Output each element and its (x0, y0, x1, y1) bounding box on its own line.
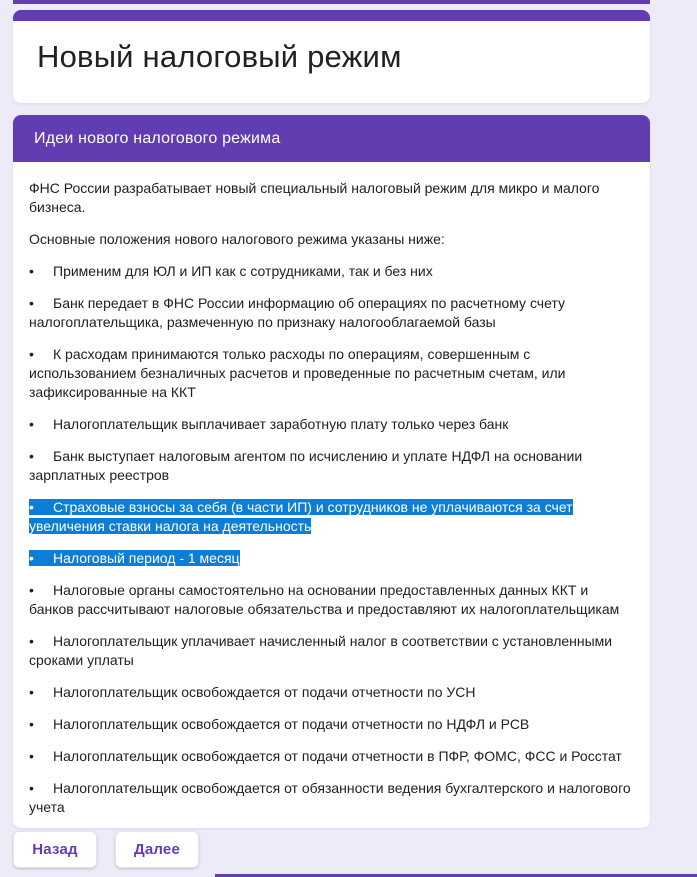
paragraph (29, 230, 632, 249)
bullet-dot: • (29, 550, 34, 566)
bullet-dot: • (29, 499, 34, 515)
section-description (13, 162, 650, 828)
bullet-text: Страховые взносы за себя (в части ИП) и сотрудников не уплачиваются за счет увеличения ставки налога на деятельность (29, 499, 573, 534)
previous-card-edge (13, 0, 650, 4)
bullet-text: Применим для ЮЛ и ИП как с сотрудниками, так и без них (53, 263, 433, 279)
bullet-dot: • (29, 263, 34, 279)
bullet-item (29, 262, 632, 281)
bullet-dot: • (29, 684, 34, 700)
bullet-text: Налоговый период - 1 месяц (53, 550, 240, 566)
bullet-text: Налогоплательщик освобождается от подачи отчетности по НДФЛ и РСВ (53, 716, 530, 732)
bullet-text: Налогоплательщик освобождается от подачи отчетности в ПФР, ФОМС, ФСС и Росстат (53, 748, 622, 764)
bullet-item (29, 581, 632, 619)
bullet-text: Основные положения нового налогового режима указаны ниже: (29, 231, 445, 247)
bullet-item (29, 747, 632, 766)
bullet-dot: • (29, 295, 34, 311)
back-button[interactable]: Назад (13, 831, 97, 868)
bullet-item (29, 498, 632, 536)
bullet-item (29, 779, 632, 817)
bullet-text: ФНС России разрабатывает новый специальный налоговый режим для микро и малого бизнеса. (29, 180, 600, 215)
bullet-item (29, 345, 632, 402)
form-title: Новый налоговый режим (37, 39, 402, 74)
section-card (13, 115, 650, 828)
bullet-dot: • (29, 346, 34, 362)
bullet-text: Налоговые органы самостоятельно на основании предоставленных данных ККТ и банков рассчитывают налоговые обязательства и предоставляют их налогоплательщикам (29, 582, 620, 617)
bullet-text: К расходам принимаются только расходы по операциям, совершенным с использованием безналичных расчетов и проведенные по расчетным счетам, или зафиксированные на ККТ (29, 346, 566, 400)
bullet-text: Налогоплательщик освобождается от подачи отчетности по УСН (53, 684, 476, 700)
bullet-item (29, 447, 632, 485)
bullet-dot: • (29, 416, 34, 432)
bullet-text: Налогоплательщик освобождается от обязанности ведения бухгалтерского и налогового учета (29, 780, 631, 815)
bullet-item (29, 715, 632, 734)
section-header (13, 115, 650, 162)
bullet-text: Банк выступает налоговым агентом по исчислению и уплате НДФЛ на основании зарплатных реестров (29, 448, 583, 483)
paragraph (29, 179, 632, 217)
selected-text (29, 550, 240, 566)
bullet-item (29, 294, 632, 332)
section-title: Идеи нового налогового режима (34, 129, 281, 147)
bullet-text: Налогоплательщик уплачивает начисленный налог в соответствии с установленными сроками уплаты (29, 633, 613, 668)
next-button[interactable]: Далее (115, 831, 199, 868)
form-title-card (13, 10, 650, 103)
bullet-item (29, 632, 632, 670)
bullet-dot: • (29, 780, 34, 796)
bullet-item (29, 415, 632, 434)
bullet-dot: • (29, 716, 34, 732)
bullet-dot: • (29, 582, 34, 598)
bullet-text: Банк передает в ФНС России информацию об операциях по расчетному счету налогоплательщика, размеченную по признаку налогооблагаемой базы (29, 295, 565, 330)
bullet-dot: • (29, 748, 34, 764)
title-card-accent-strip (13, 10, 650, 21)
bullet-dot: • (29, 448, 34, 464)
bullet-dot: • (29, 633, 34, 649)
bullet-text: Налогоплательщик выплачивает заработную плату только через банк (53, 416, 509, 432)
selected-text (29, 499, 573, 534)
bullet-item (29, 683, 632, 702)
bullet-item (29, 549, 632, 568)
